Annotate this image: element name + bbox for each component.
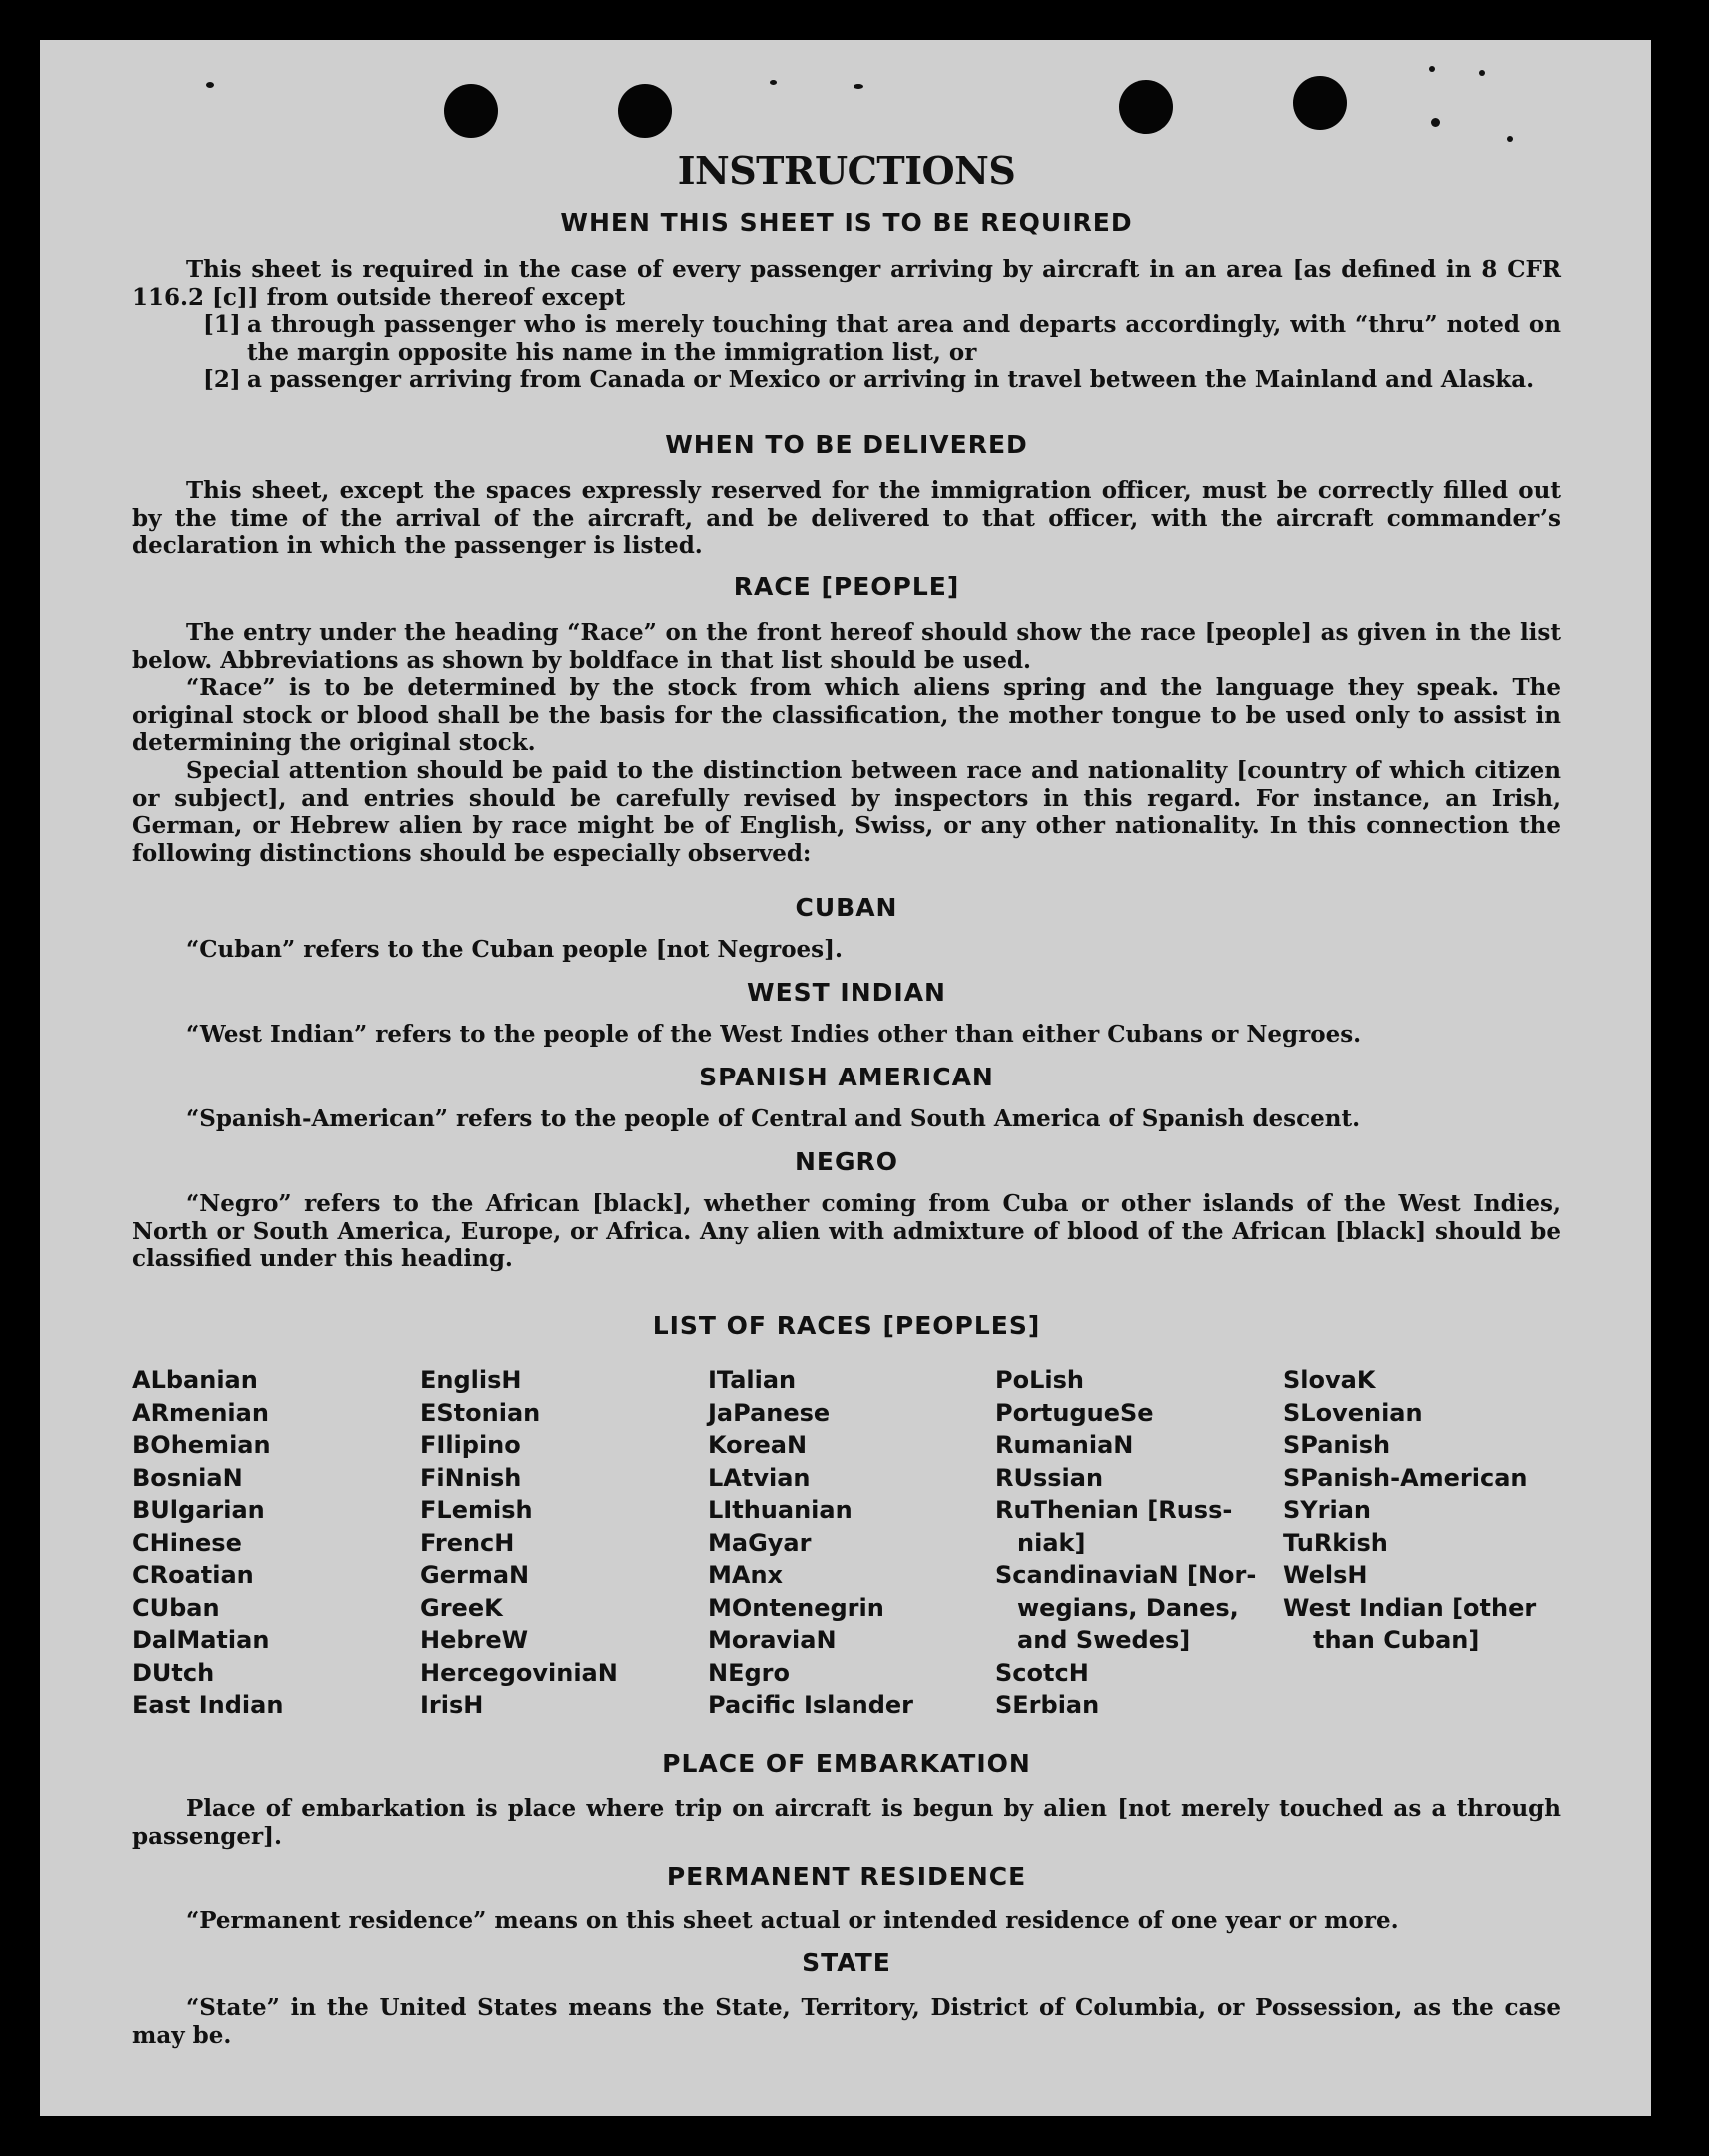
race-entry: RuThenian [Russ- <box>995 1496 1233 1524</box>
race-entry: CRoatian <box>132 1561 254 1589</box>
required-exception-1 <box>203 311 1561 366</box>
race-entry: FiNnish <box>420 1463 522 1492</box>
race-entry: ScotcH <box>995 1658 1089 1687</box>
race-entry: MAnx <box>708 1561 784 1589</box>
paragraph-state <box>132 1994 1561 2049</box>
punch-hole-3 <box>1119 80 1173 134</box>
race-entry: SLovenian <box>1283 1398 1423 1427</box>
speck <box>206 82 214 88</box>
paragraph-delivered <box>132 477 1561 560</box>
page-title: INSTRUCTIONS <box>677 148 1016 193</box>
race-entry-continued: and Swedes] <box>1017 1626 1191 1654</box>
paragraph-cuban <box>132 936 1561 964</box>
heading-state: STATE <box>802 1948 891 1977</box>
required-intro-text: This sheet is required in the case of every passenger arriving by aircraft in an area [as defined in 8 CFR 116.2 [c]] from outside thereof except <box>132 256 1561 311</box>
race-entry: DalMatian <box>132 1626 270 1654</box>
state-text: “State” in the United States means the State, Territory, District of Columbia, or Possession, as the case may be. <box>132 1994 1561 2049</box>
races-column-1 <box>132 1364 283 1722</box>
race-entry: FIlipino <box>420 1431 521 1459</box>
race-entry: DUtch <box>132 1658 215 1687</box>
race-entry: BUlgarian <box>132 1496 265 1524</box>
speck <box>770 80 777 85</box>
race-entry: ARmenian <box>132 1398 269 1427</box>
race-entry: SErbian <box>995 1691 1100 1719</box>
punch-hole-4 <box>1293 76 1347 130</box>
heading-when-delivered: WHEN TO BE DELIVERED <box>665 430 1028 459</box>
item-text: a passenger arriving from Canada or Mexico or arriving in travel between the Mainland and Alaska. <box>247 366 1535 393</box>
heading-negro: NEGRO <box>794 1147 899 1176</box>
race-entry: ScandinaviaN [Nor- <box>995 1561 1257 1589</box>
race-entry: ALbanian <box>132 1366 258 1394</box>
paragraph-race-3 <box>132 757 1561 867</box>
race-text-3: Special attention should be paid to the distinction between race and nationality [country of which citizen or subject], and entries should be carefully revised by inspectors in this regard. For instance, an Irish, German, or Hebrew alien by race might be of English, Swiss, or any other nationality. In this connection the following distinctions should be especially observed: <box>132 757 1561 867</box>
speck <box>1507 136 1513 142</box>
speck <box>1479 70 1485 76</box>
paragraph-race-2 <box>132 674 1561 757</box>
paragraph-negro <box>132 1190 1561 1273</box>
race-entry: CHinese <box>132 1528 242 1557</box>
embarkation-text: Place of embarkation is place where trip on aircraft is begun by alien [not merely touched as a through passenger]. <box>132 1795 1561 1850</box>
race-entry: WelsH <box>1283 1561 1368 1589</box>
race-text-1: The entry under the heading “Race” on the front hereof should show the race [people] as given in the list below. Abbreviations as shown by boldface in that list should be used. <box>132 619 1561 674</box>
race-entry: MOntenegrin <box>708 1593 884 1622</box>
race-entry: BosniaN <box>132 1463 243 1492</box>
race-entry: SlovaK <box>1283 1366 1376 1394</box>
race-entry: FrencH <box>420 1528 515 1557</box>
paragraph-race-1 <box>132 619 1561 674</box>
required-exception-2 <box>203 366 1561 394</box>
heading-permanent-residence: PERMANENT RESIDENCE <box>666 1862 1027 1891</box>
document-page <box>40 40 1651 2116</box>
race-entry: ITalian <box>708 1366 797 1394</box>
item-number: [2] <box>203 366 241 393</box>
speck <box>1429 66 1435 72</box>
race-entry: PortugueSe <box>995 1398 1154 1427</box>
item-text: a through passenger who is merely touching that area and departs accordingly, with “thru” noted on the margin opposite his name in the immigration list, or <box>247 311 1561 366</box>
race-entry-continued: than Cuban] <box>1313 1626 1480 1654</box>
race-entry: GermaN <box>420 1561 530 1589</box>
race-entry: EnglisH <box>420 1366 522 1394</box>
heading-place-of-embarkation: PLACE OF EMBARKATION <box>662 1749 1031 1778</box>
race-entry: IrisH <box>420 1691 484 1719</box>
races-column-2 <box>420 1364 618 1722</box>
residence-text: “Permanent residence” means on this sheet actual or intended residence of one year or more. <box>186 1907 1399 1934</box>
race-entry: SPanish <box>1283 1431 1391 1459</box>
heading-race: RACE [PEOPLE] <box>733 572 960 601</box>
race-entry: KoreaN <box>708 1431 808 1459</box>
race-entry: Pacific Islander <box>708 1691 913 1719</box>
race-entry-continued: niak] <box>1017 1528 1086 1557</box>
heading-list-of-races: LIST OF RACES [PEOPLES] <box>652 1311 1041 1340</box>
delivered-text: This sheet, except the spaces expressly reserved for the immigration officer, must be correctly filled out by the time of the arrival of the aircraft, and be delivered to that officer, with the aircraft commander’s declaration in which the passenger is listed. <box>132 477 1561 559</box>
race-entry: RumaniaN <box>995 1431 1134 1459</box>
race-entry: SYrian <box>1283 1496 1372 1524</box>
item-number: [1] <box>203 311 241 338</box>
race-entry: GreeK <box>420 1593 503 1622</box>
race-entry: BOhemian <box>132 1431 271 1459</box>
paragraph-spanish-american <box>132 1105 1561 1133</box>
race-entry: RUssian <box>995 1463 1104 1492</box>
paragraph-west-indian <box>132 1021 1561 1049</box>
heading-when-required: WHEN THIS SHEET IS TO BE REQUIRED <box>560 208 1133 237</box>
race-entry: SPanish-American <box>1283 1463 1528 1492</box>
spanish-american-text: “Spanish-American” refers to the people of Central and South America of Spanish descent. <box>186 1105 1361 1132</box>
heading-cuban: CUBAN <box>795 893 898 922</box>
races-column-4 <box>995 1364 1256 1722</box>
race-entry: LAtvian <box>708 1463 811 1492</box>
race-entry: HercegoviniaN <box>420 1658 618 1687</box>
heading-spanish-american: SPANISH AMERICAN <box>699 1063 994 1091</box>
punch-hole-1 <box>444 84 498 138</box>
speck <box>854 84 863 89</box>
race-entry: East Indian <box>132 1691 284 1719</box>
race-entry: MoraviaN <box>708 1626 837 1654</box>
race-entry: JaPanese <box>708 1398 831 1427</box>
race-entry: West Indian [other <box>1283 1593 1537 1622</box>
negro-text: “Negro” refers to the African [black], whether coming from Cuba or other islands of the West Indies, North or South America, Europe, or Africa. Any alien with admixture of blood of the African [black] should be classified under this heading. <box>132 1190 1561 1272</box>
paragraph-residence <box>132 1907 1561 1935</box>
race-entry: LIthuanian <box>708 1496 853 1524</box>
races-column-5 <box>1283 1364 1536 1657</box>
west-indian-text: “West Indian” refers to the people of the West Indies other than either Cubans or Negroes. <box>186 1021 1362 1048</box>
race-entry: TuRkish <box>1283 1528 1388 1557</box>
race-entry: EStonian <box>420 1398 541 1427</box>
race-entry: PoLish <box>995 1366 1084 1394</box>
race-entry-continued: wegians, Danes, <box>1017 1593 1239 1622</box>
races-column-3 <box>708 1364 913 1722</box>
heading-west-indian: WEST INDIAN <box>747 978 946 1007</box>
race-entry: HebreW <box>420 1626 529 1654</box>
speck <box>1431 118 1440 127</box>
race-entry: MaGyar <box>708 1528 812 1557</box>
race-text-2: “Race” is to be determined by the stock from which aliens spring and the language they speak. The original stock or blood shall be the basis for the classification, the mother tongue to be used only to assist in determining the original stock. <box>132 674 1561 756</box>
paragraph-required-intro <box>132 256 1561 311</box>
punch-hole-2 <box>618 84 672 138</box>
paragraph-embarkation <box>132 1795 1561 1850</box>
cuban-text: “Cuban” refers to the Cuban people [not Negroes]. <box>186 936 844 963</box>
race-entry: FLemish <box>420 1496 533 1524</box>
race-entry: NEgro <box>708 1658 790 1687</box>
race-entry: CUban <box>132 1593 220 1622</box>
